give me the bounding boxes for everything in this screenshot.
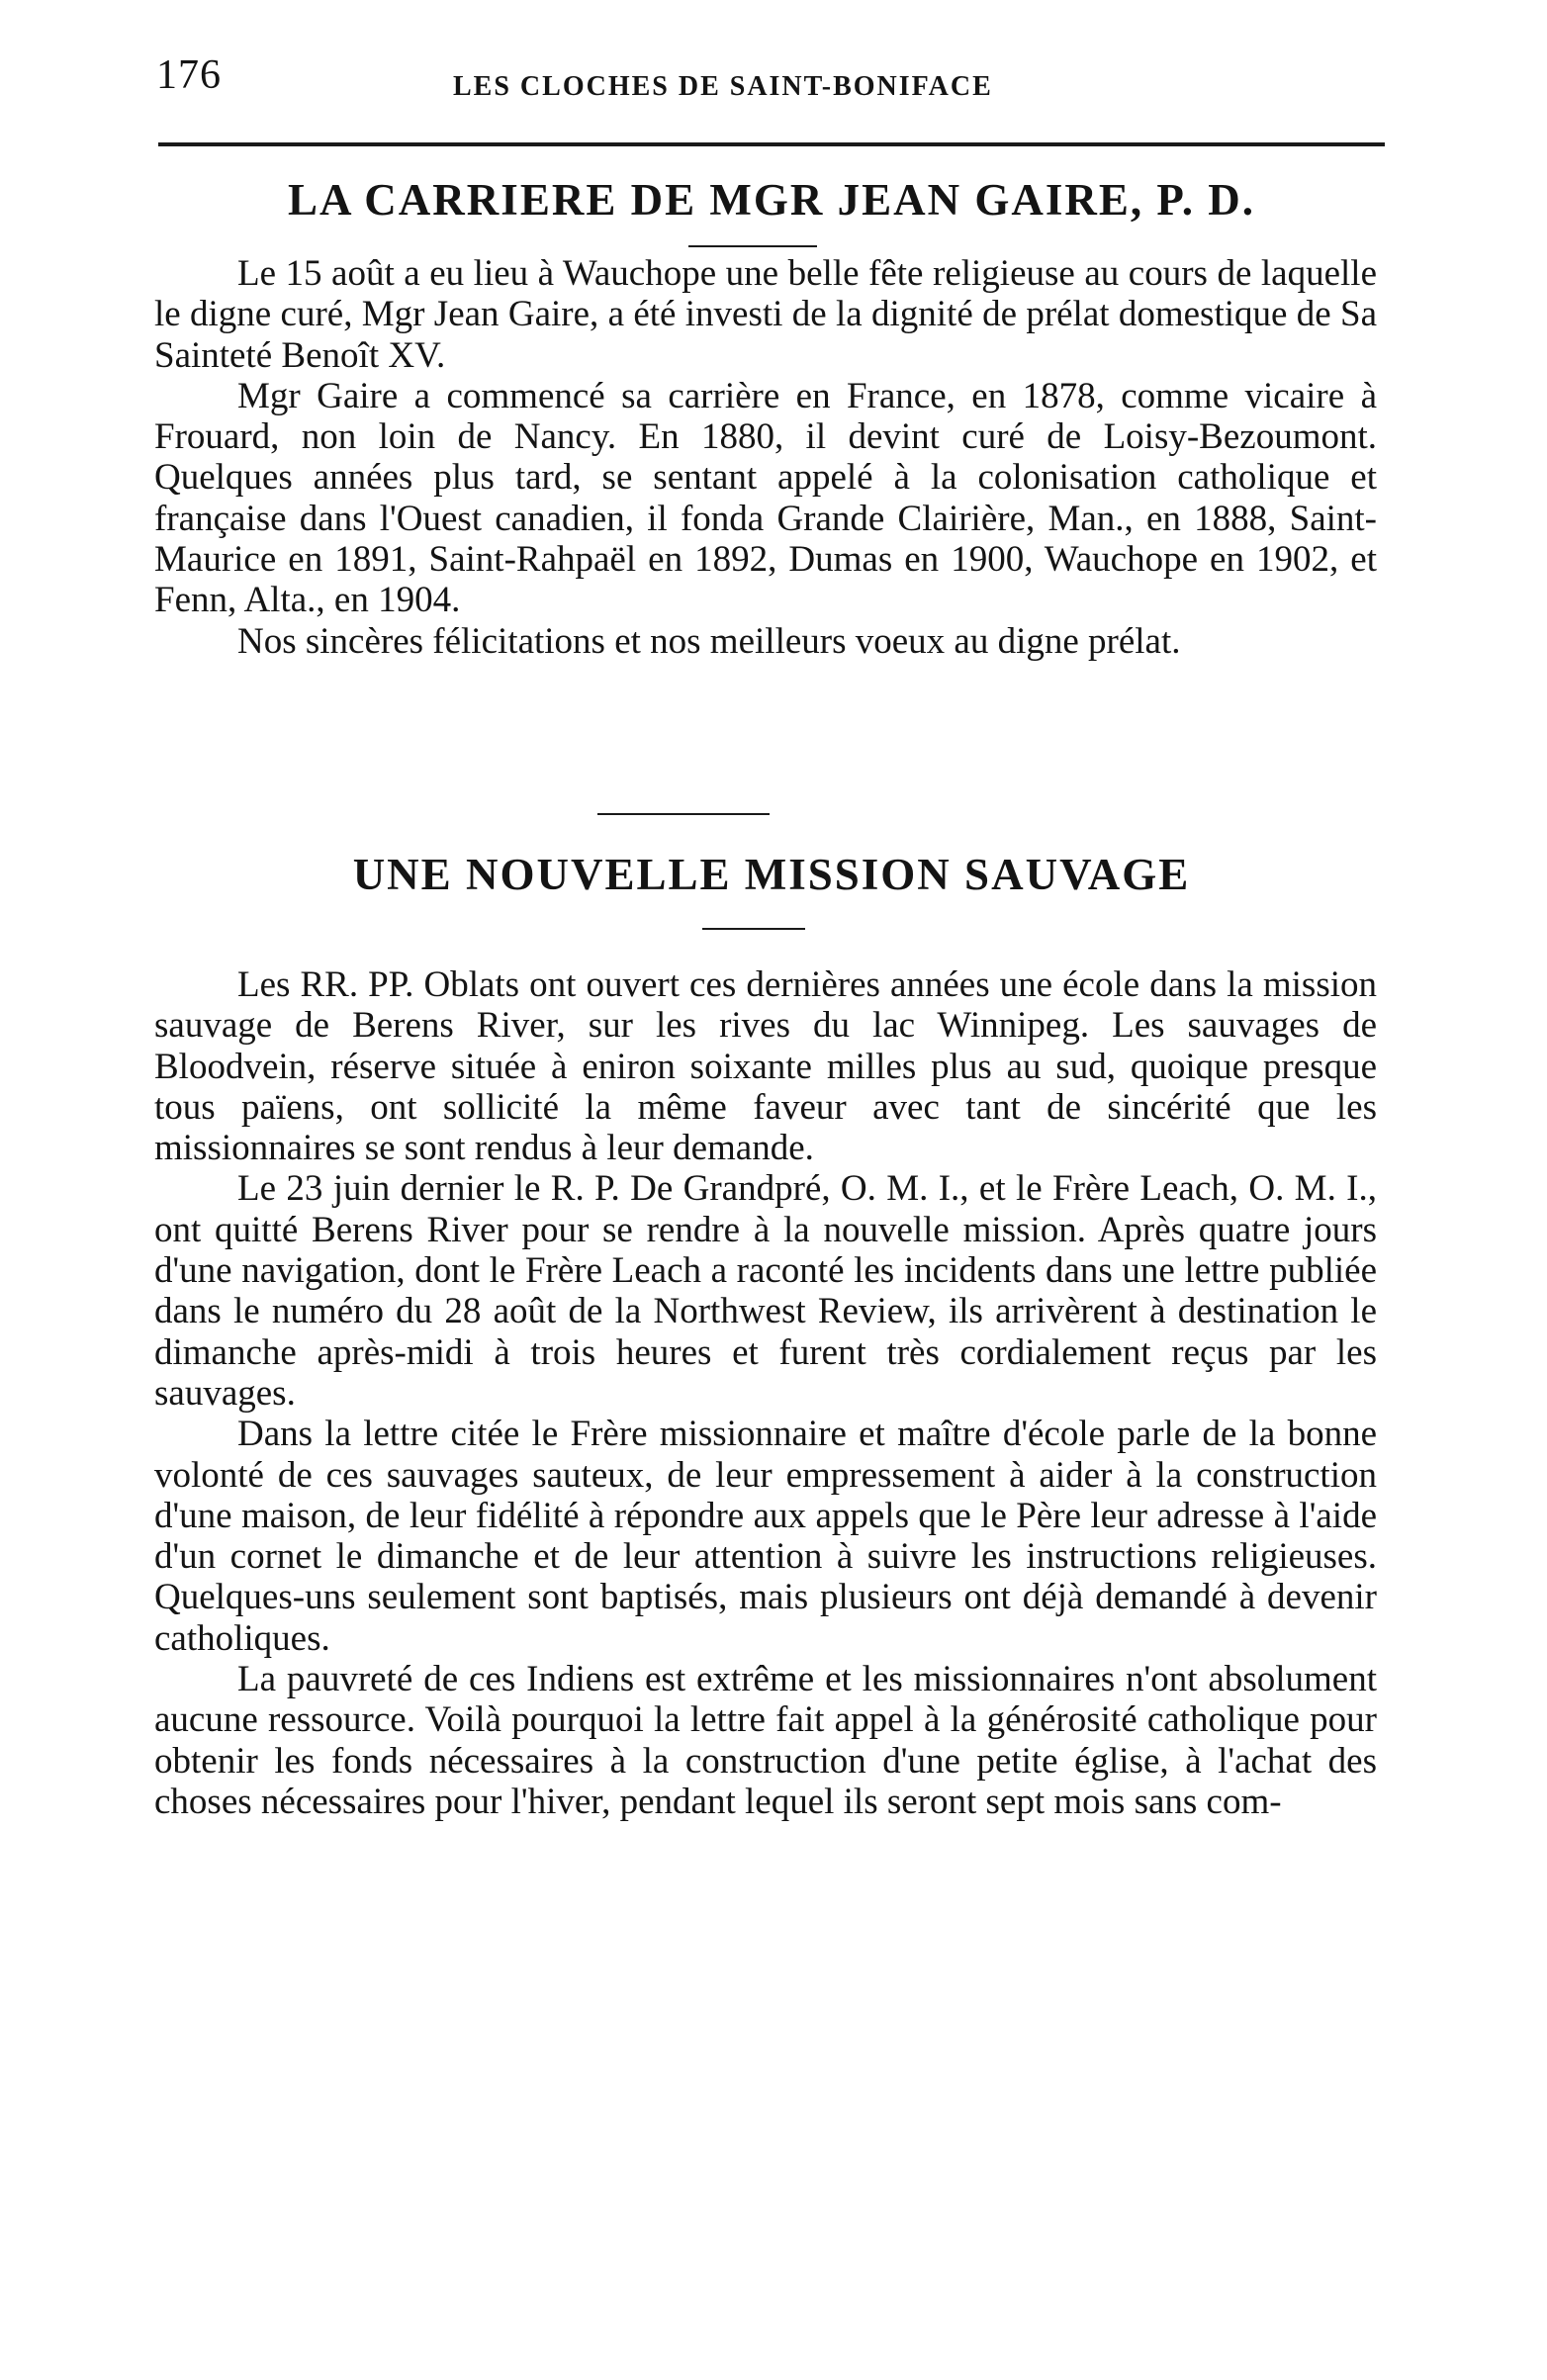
header-rule bbox=[158, 142, 1385, 146]
page-number: 176 bbox=[156, 52, 222, 98]
article-body-mission bbox=[154, 964, 1377, 1822]
paragraph: Mgr Gaire a commencé sa carrière en France, en 1878, comme vicaire à Frouard, non loin de Nancy. En 1880, il devint curé de Loisy-Bezoumont. Quelques années plus tard, se sentant appelé à la colonisation catholique et française dans l'Ouest canadien, il fonda Grande Clairière, Man., en 1888, Saint-Maurice en 1891, Saint-Rahpaël en 1892, Dumas en 1900, Wauchope en 1902, et Fenn, Alta., en 1904. bbox=[154, 375, 1377, 621]
paragraph: La pauvreté de ces Indiens est extrême et les missionnaires n'ont absolument aucune ressource. Voilà pourquoi la lettre fait appel à la générosité catholique pour obtenir les fonds nécessaires à la construction d'une petite église, à l'achat des choses nécessaires pour l'hiver, pendant lequel ils seront sept mois sans com- bbox=[154, 1659, 1377, 1822]
title-underline-rule bbox=[702, 928, 805, 930]
paragraph: Les RR. PP. Oblats ont ouvert ces dernières années une école dans la mission sauvage de Berens River, sur les rives du lac Winnipeg. Les sauvages de Bloodvein, réserve située à eniron soixante milles plus au sud, quoique presque tous païens, ont sollicité la même faveur avec tant de sincérité que les missionnaires se sont rendus à leur demande. bbox=[154, 964, 1377, 1169]
article-title-gaire: LA CARRIERE DE MGR JEAN GAIRE, P. D. bbox=[288, 175, 1255, 225]
section-separator-rule bbox=[597, 813, 770, 815]
paragraph: Nos sincères félicitations et nos meilleurs voeux au digne prélat. bbox=[237, 620, 1181, 662]
article-title-mission: UNE NOUVELLE MISSION SAUVAGE bbox=[352, 850, 1191, 899]
paragraph: Le 23 juin dernier le R. P. De Grandpré, O. M. I., et le Frère Leach, O. M. I., ont quitté Berens River pour se rendre à la nouvelle mission. Après quatre jours d'une navigation, dont le Frère Leach a raconté les incidents dans une lettre publiée dans le numéro du 28 août de la Northwest Review, ils arrivèrent à destination le dimanche après-midi à trois heures et furent très cordialement reçus par les sauvages. bbox=[154, 1168, 1377, 1414]
paragraph: Le 15 août a eu lieu à Wauchope une belle fête religieuse au cours de laquelle le digne curé, Mgr Jean Gaire, a été investi de la dignité de prélat domestique de Sa Sainteté Benoît XV. bbox=[154, 253, 1377, 376]
running-title: LES CLOCHES DE SAINT-BONIFACE bbox=[453, 71, 993, 102]
title-underline-rule bbox=[688, 245, 817, 247]
running-head bbox=[156, 51, 1383, 111]
paragraph: Dans la lettre citée le Frère missionnaire et maître d'école parle de la bonne volonté de ces sauvages sauteux, de leur empressement à aider à la construction d'une maison, de leur fidélité à répondre aux appels que le Père leur adresse à l'aide d'un cornet le dimanche et de leur attention à suivre les instructions religieuses. Quelques-uns seulement sont baptisés, mais plusieurs ont déjà demandé à devenir catholiques. bbox=[154, 1414, 1377, 1659]
article-body-gaire bbox=[154, 253, 1377, 662]
